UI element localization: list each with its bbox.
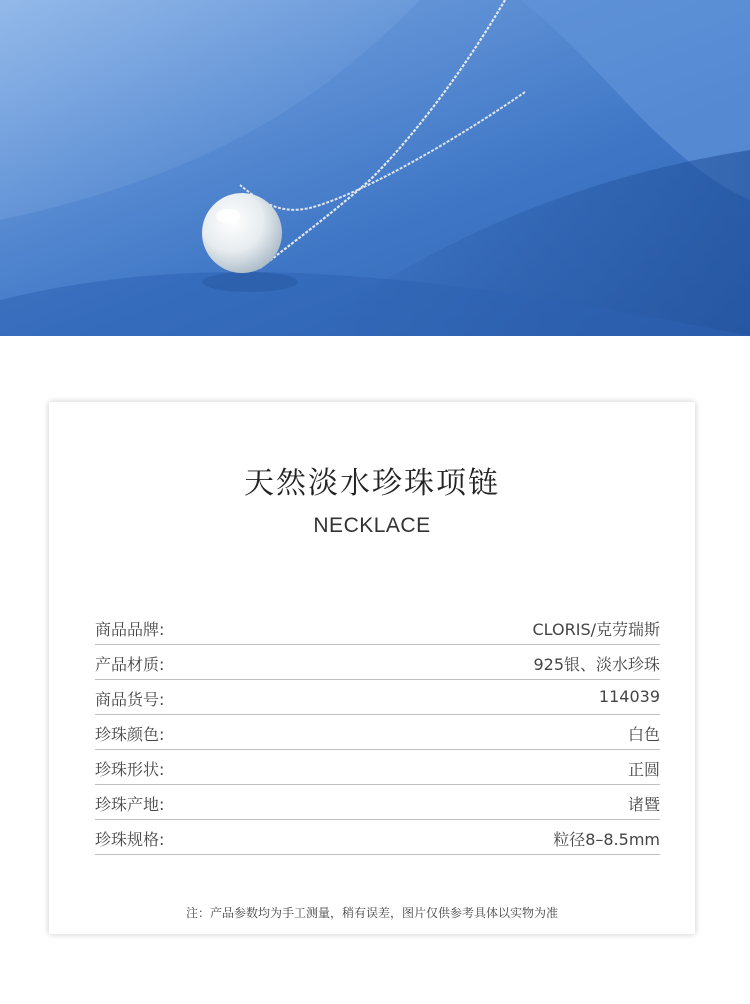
- spec-label: 珍珠颜色:: [95, 725, 165, 744]
- spec-value: 粒径8–8.5mm: [553, 830, 660, 849]
- pearl-shadow: [202, 272, 298, 292]
- spec-row-size: [95, 820, 660, 855]
- spec-value: 925银、淡水珍珠: [533, 655, 660, 674]
- spec-table: [95, 610, 660, 855]
- spec-row-color: [95, 715, 660, 750]
- spec-label: 产品材质:: [95, 655, 165, 674]
- spec-value: 正圆: [627, 760, 660, 779]
- fabric-highlight: [0, 0, 420, 220]
- spec-value: CLORIS/克劳瑞斯: [532, 620, 660, 639]
- spec-label: 珍珠产地:: [95, 795, 165, 814]
- spec-label: 商品品牌:: [95, 620, 165, 639]
- spec-row-shape: [95, 750, 660, 785]
- spec-value: 白色: [627, 725, 660, 744]
- product-hero-image: [0, 0, 750, 336]
- product-subtitle: NECKLACE: [313, 514, 431, 537]
- spec-row-material: [95, 645, 660, 680]
- spec-row-item-number: [95, 680, 660, 715]
- spec-value: 诸暨: [627, 795, 660, 814]
- spec-row-brand: [95, 610, 660, 645]
- pearl-necklace-illustration: [0, 0, 750, 336]
- spec-value: 114039: [598, 687, 660, 706]
- product-info-card: [49, 402, 695, 934]
- spec-label: 珍珠形状:: [95, 760, 165, 779]
- pearl: [202, 193, 282, 273]
- spec-row-origin: [95, 785, 660, 820]
- product-title: 天然淡水珍珠项链: [244, 466, 500, 501]
- pearl-highlight: [216, 209, 240, 223]
- spec-label: 商品货号:: [95, 690, 165, 709]
- disclaimer-note: 注：产品参数均为手工测量，稍有误差，图片仅供参考具体以实物为准: [185, 906, 558, 920]
- spec-label: 珍珠规格:: [95, 830, 165, 849]
